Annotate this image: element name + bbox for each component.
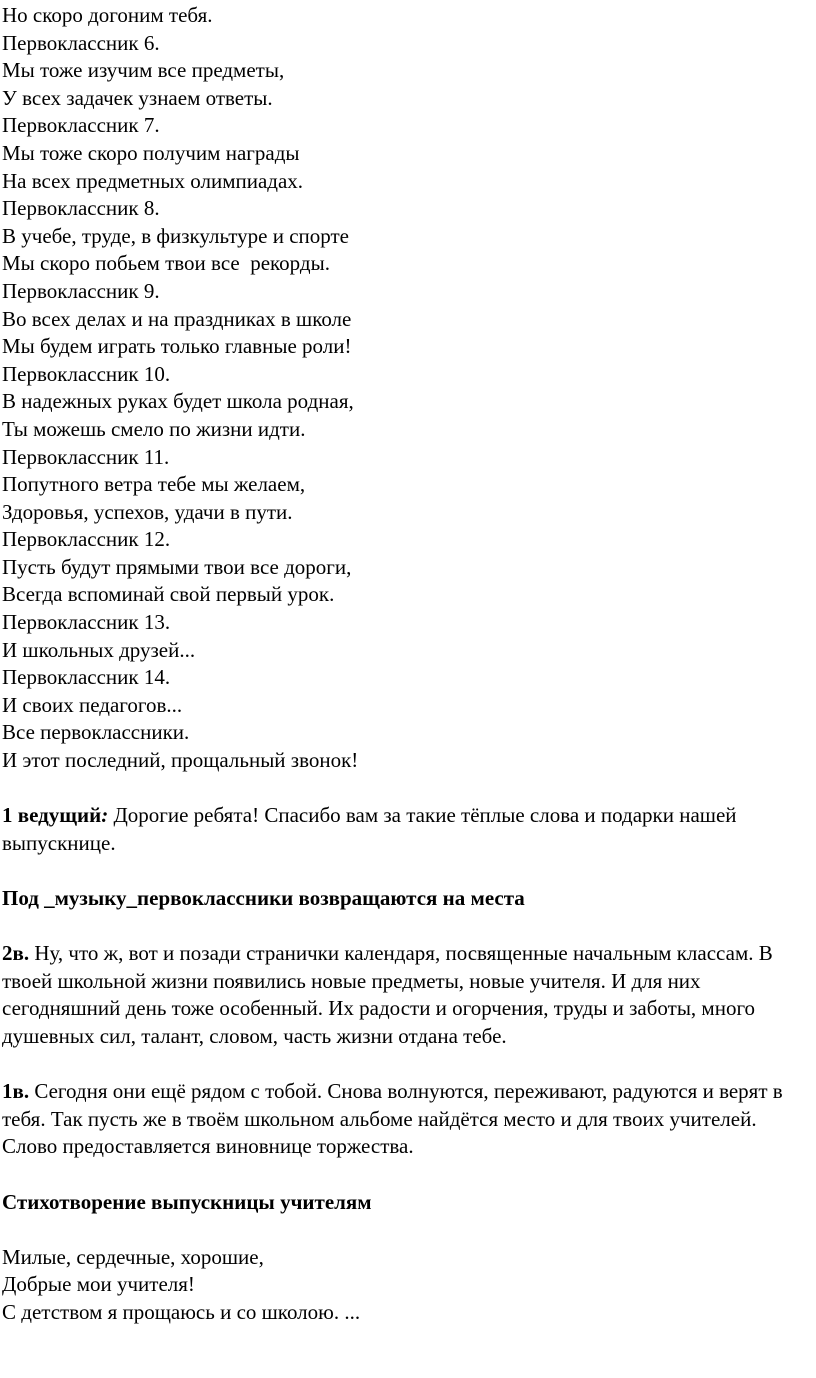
poem-line: Милые, сердечные, хорошие, [2,1244,264,1269]
speech-text: Сегодня они ещё рядом с тобой. Снова волнуются, переживают, радуются и верят в тебя. Так пусть же в твоём школьном альбоме найдётся место и для твоих учителей. Слово предоставляется виновнице торжества. [2,1079,783,1159]
poem-line: Всегда вспоминай свой первый урок. [2,582,335,607]
blank-line [2,913,816,941]
speaker-colon: : [101,803,109,828]
poem-line: В учебе, труде, в физкультуре и спорте [2,223,349,248]
poem-block [2,2,816,775]
poem-line: Здоровья, успехов, удачи в пути. [2,499,293,524]
poem-line: Первоклассник 12. [2,527,171,552]
poem-line: Все первоклассники. [2,720,190,745]
speaker-label: 1 ведущий [2,803,102,828]
poem-line: Первоклассник 6. [2,30,160,55]
blank-line [2,857,816,885]
poem-line: Первоклассник 11. [2,444,170,469]
speech-text: Дорогие ребята! Спасибо вам за такие тёплые слова и подарки нашей выпускнице. [2,803,737,855]
speech-text: Ну, что ж, вот и позади странички календаря, посвященные начальным классам. В твоей школьной жизни появились новые предметы, новые учителя. И для них сегодняшний день тоже особенный. Их радости и огорчения, труды и заботы, много душевных сил, талант, словом, часть жизни отдана тебе. [2,941,773,1048]
speech-1v-paragraph [2,1078,816,1161]
speaker-label: 2в. [2,941,30,966]
poem-line: И школьных друзей... [2,637,196,662]
host1-paragraph [2,802,816,857]
poem-line: Мы тоже скоро получим награды [2,140,300,165]
poem-line: Во всех делах и на праздниках в школе [2,306,352,331]
poem-line: В надежных руках будет школа родная, [2,389,354,414]
poem-line: Ты можешь смело по жизни идти. [2,416,306,441]
speaker-label: 1в. [2,1079,30,1104]
final-poem-block [2,1244,816,1327]
poem-line: И этот последний, прощальный звонок! [2,748,359,773]
poem-line: На всех предметных олимпиадах. [2,168,304,193]
poem-line: Первоклассник 8. [2,196,160,221]
poem-line: У всех задачек узнаем ответы. [2,85,273,110]
poem-line: Первоклассник 9. [2,278,160,303]
poem-heading: Стихотворение выпускницы учителям [2,1189,372,1214]
poem-line: Пусть будут прямыми твои все дороги, [2,554,352,579]
blank-line [2,1161,816,1189]
poem-line: Мы скоро побьем твои все рекорды. [2,251,330,276]
stage-direction: Под _музыку_первоклассники возвращаются на места [2,886,525,910]
poem-line: Попутного ветра тебе мы желаем, [2,472,306,497]
speech-2v-paragraph [2,940,816,1050]
blank-line [2,1216,816,1244]
poem-line: Первоклассник 10. [2,361,171,386]
poem-line: Первоклассник 13. [2,610,171,635]
poem-line: Добрые мои учителя! [2,1272,195,1297]
poem-line: Первоклассник 14. [2,665,171,690]
blank-line [2,775,816,803]
poem-line: И своих педагогов... [2,692,183,717]
blank-line [2,1051,816,1079]
poem-line: Первоклассник 7. [2,113,160,138]
poem-line: С детством я прощаюсь и со школою. ... [2,1299,361,1324]
poem-line: Мы тоже изучим все предметы, [2,58,285,83]
poem-line: Мы будем играть только главные роли! [2,334,352,359]
poem-line: Но скоро догоним тебя. [2,3,213,27]
